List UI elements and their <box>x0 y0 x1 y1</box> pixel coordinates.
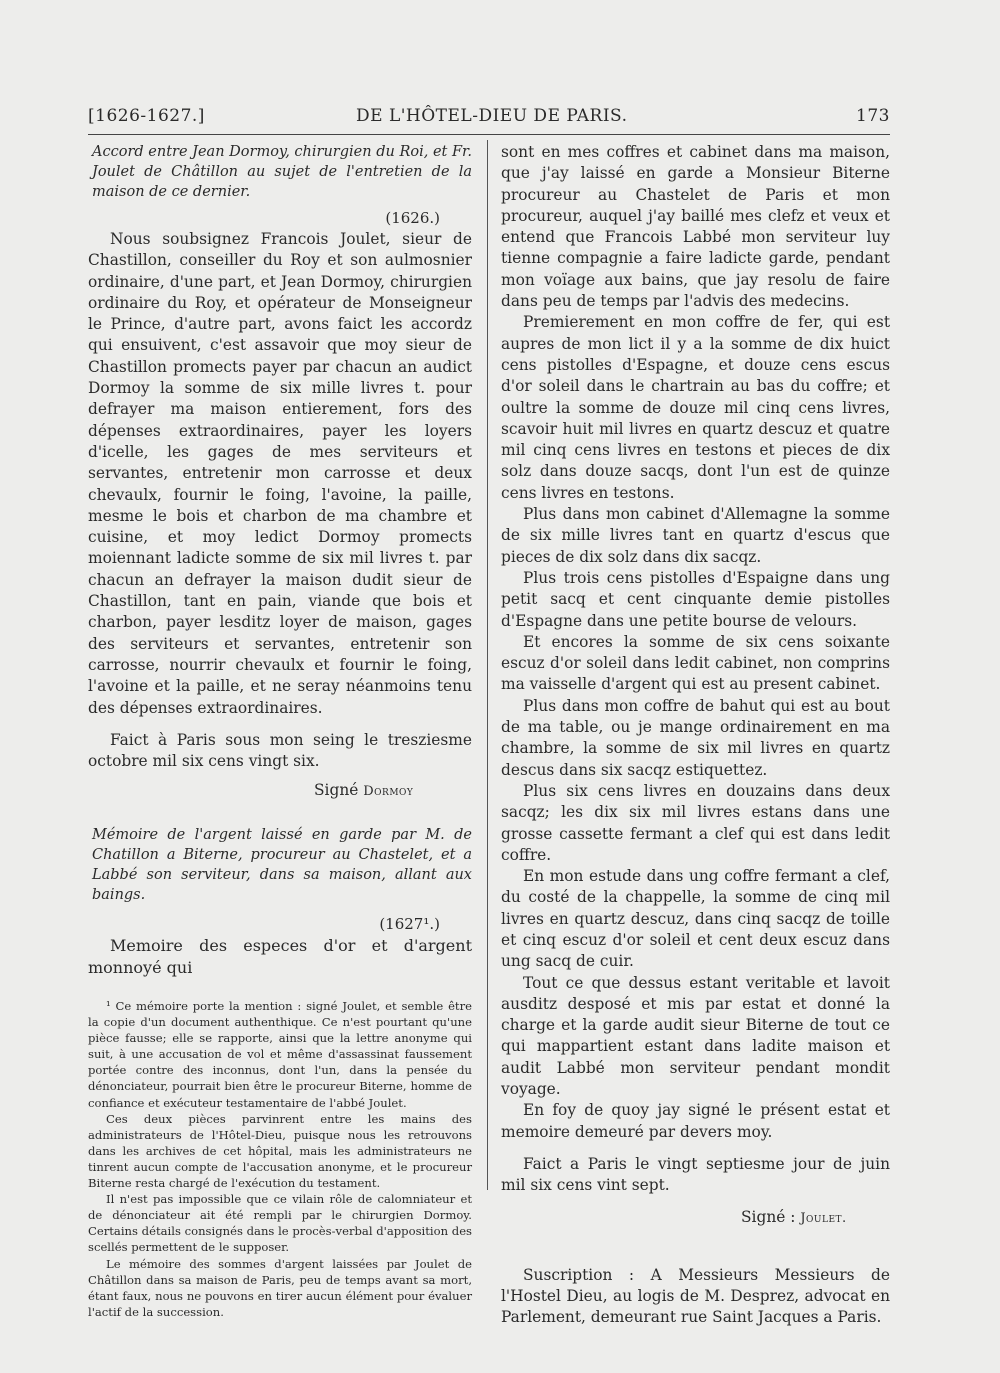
header-title: DE L'HÔTEL-DIEU DE PARIS. <box>356 106 628 126</box>
page-number: 173 <box>856 106 890 126</box>
date-1627: (1627¹.) <box>379 915 440 934</box>
left-column <box>88 142 472 1320</box>
memoire-paragraph: Plus dans mon cabinet d'Allemagne la somme de six mille livres tant en quartz d'escus que pieces de dix solz dans dix sacqz. <box>501 505 890 566</box>
running-header <box>88 106 890 135</box>
memoire-paragraph: Plus dans mon coffre de bahut qui est au bout de ma table, ou je mange ordinairement en ma chambre, la somme de six mil livres en quartz descus dans six sacqz estiquettez. <box>501 696 890 779</box>
memoire-paragraph: En foy de quoy jay signé le présent estat et memoire demeuré par devers moy. <box>501 1101 890 1141</box>
accord-closing: Faict à Paris sous mon seing le tresziesme octobre mil six cens vingt six. <box>88 730 472 771</box>
right-column <box>501 142 890 1328</box>
memoire-paragraph: Plus trois cens pistolles d'Espaigne dans ung petit sacq et cent cinquante demie pistolles d'Espagne dans une petite bourse de velours. <box>501 568 890 630</box>
signature-name: Joulet. <box>800 1210 847 1226</box>
section-title-memoire: Mémoire de l'argent laissé en garde par M. de Chatillon a Biterne, procureur au Chastelet, et a Labbé son serviteur, dans sa maison, allant aux baings. <box>92 827 472 904</box>
signature-prefix: Signé <box>314 781 359 800</box>
footnote-1: ¹ Ce mémoire porte la mention : signé Joulet, et semble être la copie d'un document authenthique. Ce n'est pourtant qu'une pièce fausse; elle se rapporte, ainsi que la lettre anonyme qui suit, à une accusation de vol et même d'assassinat faussement portée contre des inconnus, dont l'un, dans la pensée du dénonciateur, pourrait bien être le procureur Biterne, homme de confiance et exécuteur testamentaire de l'abbé Joulet. <box>88 999 472 1110</box>
footnote-2: Ces deux pièces parvinrent entre les mains des administrateurs de l'Hôtel-Dieu, puisque nous les retrouvons dans les archives de cet hôpital, mais les administrateurs ne tinrent aucun compte de l'accusation anonyme, et le procureur Biterne resta chargé de l'exécution du testament. <box>88 1111 472 1191</box>
footnotes <box>88 998 472 1320</box>
memoire-paragraph: Premierement en mon coffre de fer, qui est aupres de mon lict il y a la somme de dix huict cens pistolles d'Espagne, et douze cens escus d'or soleil dans le chartrain au bas du coffre; et oultre la somme de douze mil cinq cens livres, scavoir huit mil livres en quartz descuz et quatre mil cinq cens livres en testons et pieces de dix solz dans douze sacqs, dont l'un est de quinze cens livres en testons. <box>501 313 890 502</box>
header-years: [1626-1627.] <box>88 106 205 126</box>
memoire-paragraph: Et encores la somme de six cens soixante escuz d'or soleil dans ledit cabinet, non comprins ma vaisselle d'argent qui est au present cabinet. <box>501 632 890 694</box>
signature-prefix: Signé : <box>741 1207 796 1226</box>
signature-name: Dormoy <box>363 784 414 800</box>
accord-paragraph: Nous soubsignez Francois Joulet, sieur de Chastillon, conseiller du Roy et son aulmosnier ordinaire, d'une part, et Jean Dormoy, chirurgien ordinaire du Roy, et opérateur de Monseigneur le Prince, d'autre part, avons faict les accordz qui ensuivent, c'est assavoir que moy sieur de Chastillon promects payer par chacun an audict Dormoy la somme de six mille livres t. pour defrayer ma maison entierement, fors des dépenses extraordinaires, payer les loyers d'icelle, les gages de mes serviteurs et servantes, entretenir mon carrosse et deux chevaulx, fournir le foing, l'avoine, la paille, mesme le bois et charbon de ma chambre et cuisine, et moy ledict Dormoy promects moiennant ladicte somme de six mil livres t. par chacun an defrayer la maison dudit sieur de Chastillon, tant en pain, viande que bois et charbon, payer lesditz loyer de maison, gages des serviteurs et servantes, entretenir son carrosse, nourrir chevaulx et fournir le foing, l'avoine et la paille, et ne seray néanmoins tenu des dépenses extraordinaires. <box>88 230 472 717</box>
signature-joulet <box>741 1207 890 1229</box>
memoire-paragraph: En mon estude dans ung coffre fermant a clef, du costé de la chappelle, la somme de cinq mil livres en quartz descuz, dans cinq sacqz de toille et cinq escuz d'or soleil et cent deux escuz dans ung sacq de cuir. <box>501 867 890 971</box>
suscription: Suscription : A Messieurs Messieurs de l'Hostel Dieu, au logis de M. Desprez, advocat en Parlement, demeurant rue Saint Jacques a Paris. <box>501 1265 890 1327</box>
section-title-accord: Accord entre Jean Dormoy, chirurgien du Roi, et Fr. Joulet de Châtillon au sujet de l'entretien de la maison de ce dernier. <box>92 144 472 200</box>
memoire-paragraph: Plus six cens livres en douzains dans deux sacqz; les dix six mil livres estans dans une grosse cassette fermant a clef qui est dans ledit coffre. <box>501 781 890 864</box>
memoire-paragraph-start: Memoire des especes d'or et d'argent monnoyé qui <box>88 936 472 977</box>
footnote-3: Il n'est pas impossible que ce vilain rôle de calomniateur et de dénonciateur ait été rempli par le chirurgien Dormoy. Certains détails consignés dans le procès-verbal d'apposition des scellés permettent de le supposer. <box>88 1192 472 1255</box>
column-divider <box>487 140 488 1190</box>
date-1626: (1626.) <box>385 209 440 227</box>
signature-dormoy <box>314 780 472 802</box>
memoire-paragraph: Tout ce que dessus estant veritable et lavoit ausditz desposé et mis par estat et donné la charge et la garde audit sieur Biterne de tout ce qui mappartient estant dans ladite maison et audit Labbé mon serviteur pendant mondit voyage. <box>501 973 890 1099</box>
footnote-4: Le mémoire des sommes d'argent laissées par Joulet de Châtillon dans sa maison de Paris, peu de temps avant sa mort, étant faux, nous ne pouvons en tirer aucun élément pour évaluer l'actif de la succession. <box>88 1256 472 1319</box>
memoire-closing: Faict a Paris le vingt septiesme jour de juin mil six cens vint sept. <box>501 1154 890 1195</box>
memoire-paragraph-cont: sont en mes coffres et cabinet dans ma maison, que j'ay laissé en garde a Monsieur Biterne procureur au Chastelet de Paris et mon procureur, auquel j'ay baillé mes clefz et veux et entend que Francois Labbé mon serviteur luy tienne compagnie a faire ladicte garde, pendant mon voïage aux bains, que jay resolu de faire dans peu de temps par l'advis des medecins. <box>501 143 890 311</box>
